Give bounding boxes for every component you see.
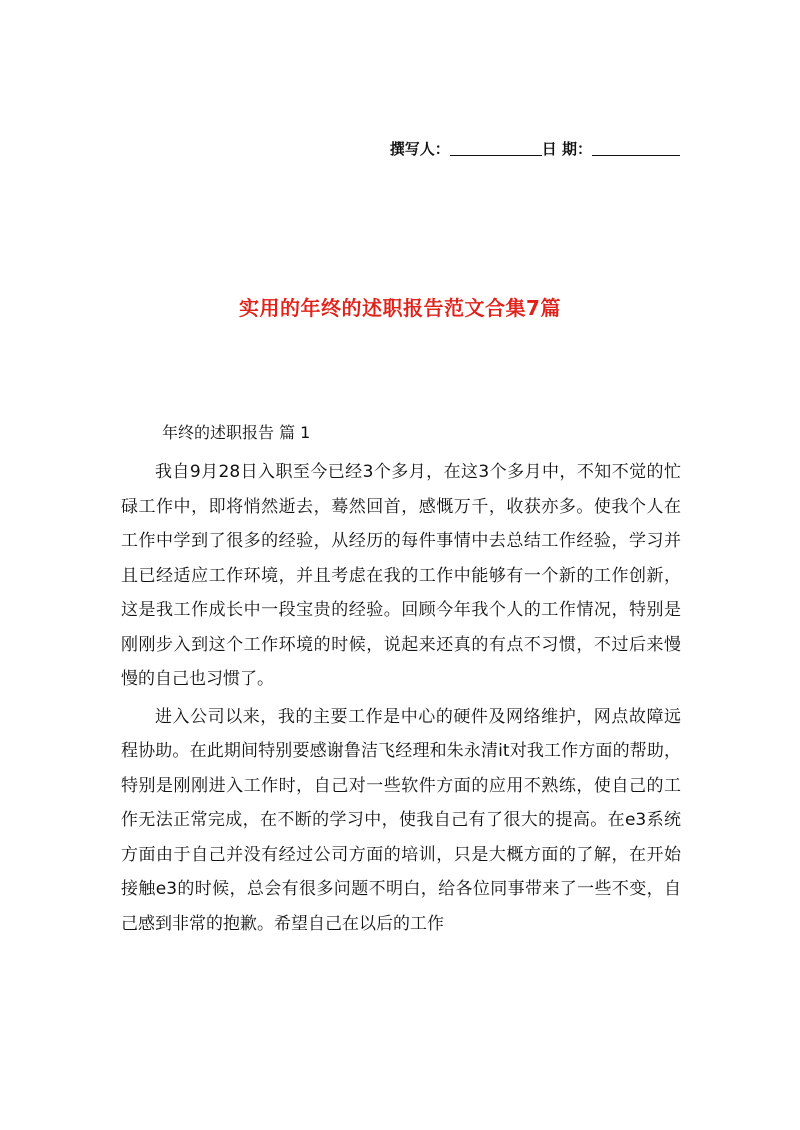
section-heading: 年终的述职报告 篇 1: [162, 423, 311, 442]
document-title: 实用的年终的述职报告范文合集7篇: [239, 296, 561, 320]
paragraph: 进入公司以来，我的主要工作是中心的硬件及网络维护，网点故障远程协助。在此期间特别要感谢鲁洁飞经理和朱永清it对我工作方面的帮助，特别是刚刚进入工作时，自己对一些软件方面的应用不熟练，使自己的工作无法正常完成，在不断的学习中，使我自己有了很大的提高。在e3系统方面由于自己并没有经过公司方面的培训，只是大概方面的了解，在开始接触e3的时候，总会有很多问题不明白，给各位同事带来了一些不变，自己感到非常的抱歉。希望自己在以后的工作: [121, 706, 681, 934]
author-label: 撰写人：: [389, 140, 450, 158]
author-blank-field: [450, 141, 542, 156]
date-blank-field: [592, 141, 680, 156]
paragraph: 我自9月28日入职至今已经3个多月，在这3个多月中，不知不觉的忙碌工作中，即将悄然逝去，蓦然回首，感慨万千，收获亦多。使我个人在工作中学到了很多的经验，从经历的每件事情中去总结工作经验，学习并且已经适应工作环境，并且考虑在我的工作中能够有一个新的工作创新，这是我工作成长中一段宝贵的经验。回顾今年我个人的工作情况，特别是刚刚步入到这个工作环境的时候，说起来还真的有点不习惯，不过后来慢慢的自己也习惯了。: [121, 462, 681, 689]
author-date-line: [390, 138, 680, 159]
date-label: 日 期：: [541, 140, 592, 158]
body-text: [121, 455, 681, 941]
